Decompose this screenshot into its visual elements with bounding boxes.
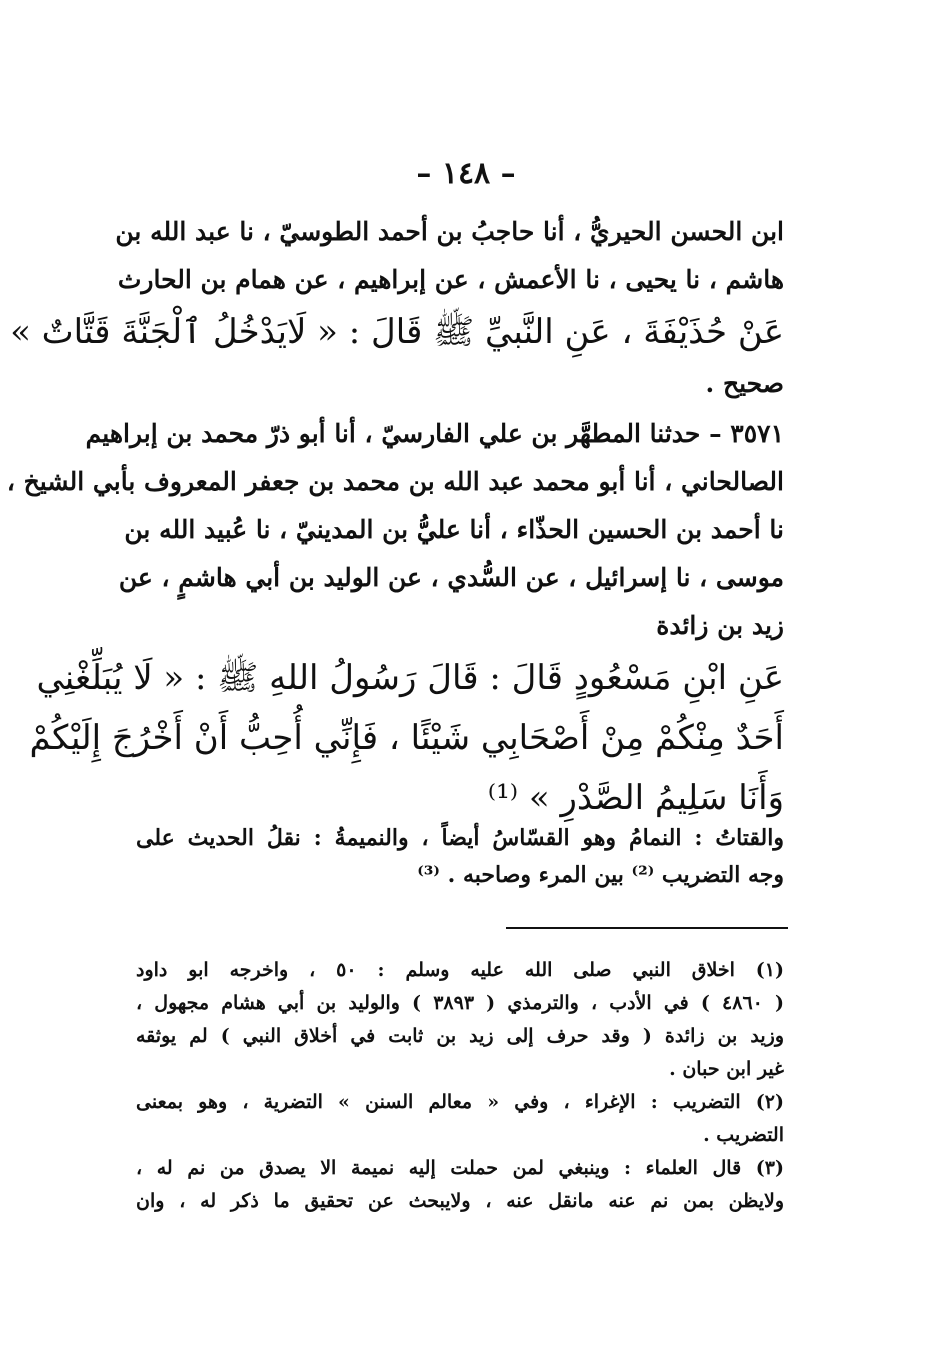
matn-line: وَأَنَا سَلِيمُ الصَّدْرِ » ⁽¹⁾ xyxy=(487,778,784,818)
isnad-line: الصالحاني ، أنا أبو محمد عبد الله بن محمد بن جعفر المعروف بأبي الشيخ ، xyxy=(6,467,784,496)
page-number: – ١٤٨ – xyxy=(416,156,516,191)
explanation-line: وجه التضريب ⁽²⁾ بين المرء وصاحبه . ⁽³⁾ xyxy=(417,862,784,888)
explanation-line: والقتاتُ : النمامُ وهو القسّاسُ أيضاً ، والنميمةُ : نقلُ الحديث على xyxy=(136,825,784,851)
footnote-line: ( ٤٨٦٠ ) في الأدب ، والترمذي ( ٣٨٩٣ ) والوليد بن أبي هشام مجهول ، xyxy=(136,992,784,1014)
footnote-line: ولايظن بمن نم عنه مانقل عنه ، ولايبحث عن تحقيق ما ذكر له ، وان xyxy=(136,1190,784,1212)
isnad-line: نا أحمد بن الحسين الحذّاء ، أنا عليُّ بن المدينيّ ، نا عُبيد الله بن xyxy=(124,515,784,544)
isnad-line: هاشم ، نا يحيى ، نا الأعمش ، عن إبراهيم ، عن همام بن الحارث xyxy=(117,265,784,294)
footnote-line: وزيد بن زائدة ( وقد حرف إلى زيد بن ثابت في أخلاق النبي ) لم يوثقه xyxy=(136,1025,784,1047)
footnote-line: غير ابن حبان . xyxy=(669,1058,784,1080)
hadith-2-matn xyxy=(29,648,784,828)
hadith-2-isnad xyxy=(6,410,784,650)
hadith-1-grade xyxy=(136,360,784,408)
footnotes xyxy=(136,954,784,1218)
footnote-line: (١) اخلاق النبي صلى الله عليه وسلم : ٥٠ ، واخرجه ابو داود xyxy=(136,959,784,981)
hadith-1-isnad xyxy=(115,208,784,304)
footnote-line: (٣) قال العلماء : وينبغي لمن حملت إليه نميمة الا يصدق من نم له ، xyxy=(136,1157,784,1179)
footnote-line: (٢) التضريب : الإغراء ، وفي « معالم السنن » التضرية ، وهو بمعنى xyxy=(136,1091,784,1113)
footnote-separator xyxy=(506,927,788,929)
matn-line: عَنْ حُذَيْفَةَ ، عَنِ النَّبيِّ ﷺ قَالَ : « لَايَدْخُلُ ٱلْجَنَّةَ قَتَّاتٌ » xyxy=(10,312,784,352)
hadith-1-matn xyxy=(10,302,784,362)
matn-line: عَنِ ابْنِ مَسْعُودٍ قَالَ : قَالَ رَسُولُ اللهِ ﷺ : « لَا يُبَلِّغْنِي xyxy=(36,658,784,698)
isnad-line: ٣٥٧١ – حدثنا المطهَّر بن علي الفارسيّ ، أنا أبو ذرّ محمد بن إبراهيم xyxy=(85,419,784,448)
grade-label: صحيح . xyxy=(705,369,784,398)
explanation xyxy=(136,820,784,894)
isnad-line: موسى ، نا إسرائيل ، عن السُّدي ، عن الوليد بن أبي هاشمٍ ، عن xyxy=(118,563,784,592)
matn-line: أَحَدٌ مِنْكُمْ مِنْ أَصْحَابِي شَيْئًا ، فَإِنِّي أُحِبُّ أَنْ أَخْرُجَ إِلَيْكُمْ xyxy=(29,718,784,758)
isnad-line: زيد بن زائدة xyxy=(656,611,784,640)
isnad-line: ابن الحسن الحيريُّ ، أنا حاجبُ بن أحمد الطوسيّ ، نا عبد الله بن xyxy=(115,217,784,246)
footnote-line: التضريب . xyxy=(703,1124,784,1146)
